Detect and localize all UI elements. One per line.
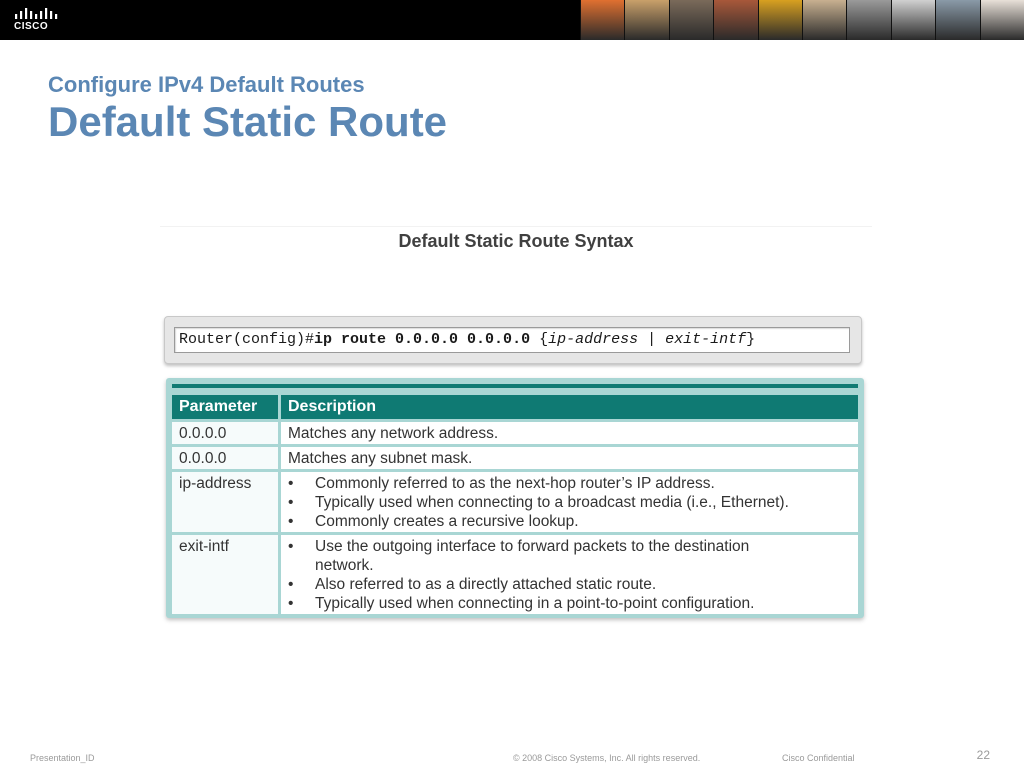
param-cell: 0.0.0.0 bbox=[172, 422, 278, 444]
table-row bbox=[172, 447, 858, 469]
list-item: • Also referred to as a directly attached static route. bbox=[288, 575, 851, 594]
list-item: • Commonly creates a recursive lookup. bbox=[288, 512, 851, 531]
cli-keyword: ip route 0.0.0.0 0.0.0.0 bbox=[314, 331, 531, 348]
column-header-description: Description bbox=[278, 395, 858, 419]
description-cell bbox=[278, 535, 858, 614]
cli-arg-ip-address: ip-address bbox=[548, 331, 639, 348]
table-row bbox=[172, 422, 858, 444]
description-cell: Matches any subnet mask. bbox=[278, 447, 858, 469]
description-cell: Matches any network address. bbox=[278, 422, 858, 444]
parameter-table bbox=[172, 392, 858, 617]
list-item: • Typically used when connecting in a point-to-point configuration. bbox=[288, 594, 851, 613]
list-item: • Commonly referred to as the next-hop router’s IP address. bbox=[288, 474, 851, 493]
banner-photo bbox=[713, 0, 757, 40]
param-cell: ip-address bbox=[172, 472, 278, 532]
banner-photo-strip bbox=[580, 0, 1024, 40]
bullet-list bbox=[288, 537, 851, 613]
table-header-row bbox=[172, 395, 858, 419]
slide-title: Default Static Route bbox=[48, 98, 448, 145]
cli-close-brace: } bbox=[746, 331, 756, 348]
cisco-wordmark: CISCO bbox=[14, 21, 49, 32]
slide-subtitle: Configure IPv4 Default Routes bbox=[48, 72, 365, 97]
cli-prompt: Router(config)# bbox=[179, 331, 315, 348]
cli-separator: | bbox=[638, 331, 666, 348]
figure-title: Default Static Route Syntax bbox=[398, 231, 634, 251]
param-cell: exit-intf bbox=[172, 535, 278, 614]
bullet-list bbox=[288, 474, 851, 531]
banner-photo bbox=[802, 0, 846, 40]
list-item: • Use the outgoing interface to forward packets to the destination network. bbox=[288, 537, 851, 575]
table-row bbox=[172, 535, 858, 614]
banner-photo bbox=[980, 0, 1024, 40]
banner-photo bbox=[846, 0, 890, 40]
column-header-parameter: Parameter bbox=[172, 395, 278, 419]
banner-photo bbox=[758, 0, 802, 40]
command-syntax-box bbox=[174, 327, 850, 353]
table-row bbox=[172, 472, 858, 532]
figure-divider bbox=[160, 226, 872, 227]
banner-photo bbox=[935, 0, 979, 40]
banner-photo bbox=[669, 0, 713, 40]
banner-photo bbox=[891, 0, 935, 40]
footer-presentation-id: Presentation_ID bbox=[30, 753, 95, 763]
list-item: • Typically used when connecting to a broadcast media (i.e., Ethernet). bbox=[288, 493, 851, 512]
banner-photo bbox=[580, 0, 624, 40]
description-cell bbox=[278, 472, 858, 532]
footer-confidential: Cisco Confidential bbox=[782, 753, 855, 763]
top-banner bbox=[0, 0, 1024, 40]
page-number: 22 bbox=[976, 748, 990, 762]
cli-open-brace: { bbox=[530, 331, 549, 348]
cli-arg-exit-intf: exit-intf bbox=[665, 331, 747, 348]
footer-copyright: © 2008 Cisco Systems, Inc. All rights reserved. bbox=[513, 753, 701, 763]
param-cell: 0.0.0.0 bbox=[172, 447, 278, 469]
table-top-rule bbox=[172, 384, 858, 388]
banner-photo bbox=[624, 0, 668, 40]
